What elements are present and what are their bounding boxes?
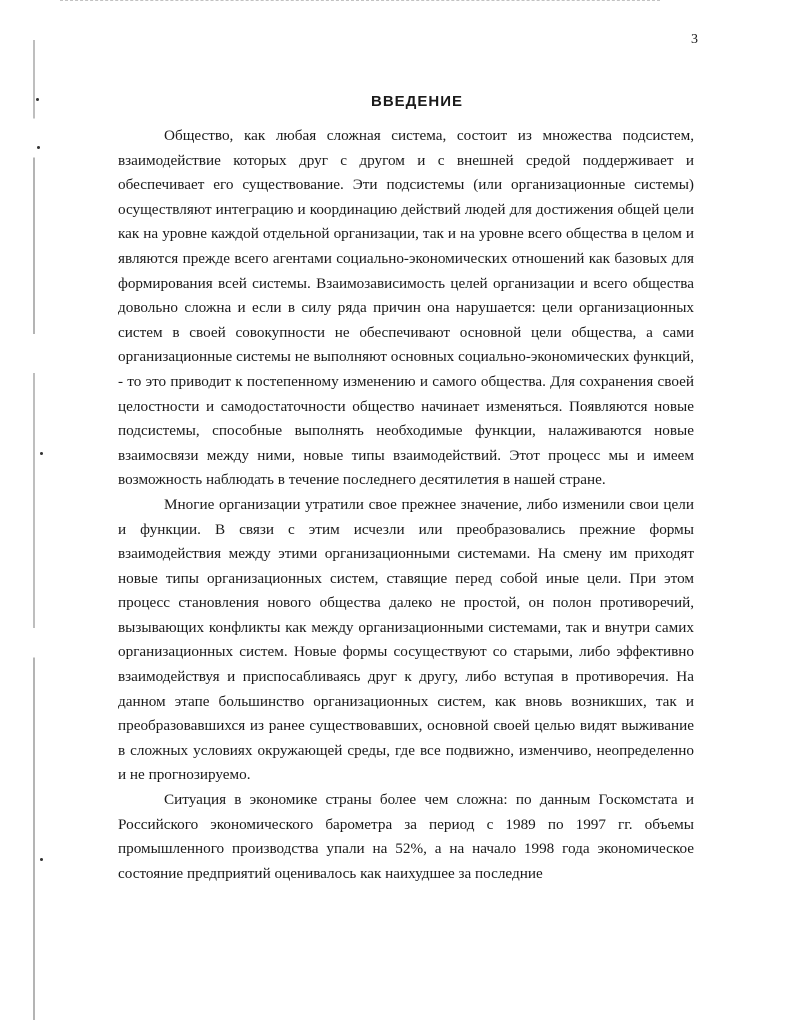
- scan-speck: [37, 146, 40, 149]
- scan-speck: [40, 858, 43, 861]
- paragraph: Общество, как любая сложная система, состоит из множества подсистем, взаимодействие которых друг с другом и с внешней средой поддерживает и обеспечивает его существование. Эти подсистемы (или организационные системы) осуществляют интеграцию и координацию действий людей для достижения общей цели как на уровне каждой отдельной организации, так и на уровне всего общества в целом и являются прежде всего агентами социально-экономических отношений как базовых для формирования всей системы. Взаимозависимость целей организации и всего общества довольно сложна и если в силу ряда причин она нарушается: цели организационных систем в своей совокупности не обеспечивают основной цели общества, а сами организационные системы не выполняют основных социально-экономических функций, - то это приводит к постепенному изменению и самого общества. Для сохранения своей целостности и самодостаточности общество начинает изменяться. Появляются новые подсистемы, способные выполнять необходимые функции, налаживаются новые взаимосвязи между ними, новые типы взаимодействий. Этот процесс мы и имеем возможность наблюдать в течение последнего десятилетия в нашей стране.: [118, 127, 694, 489]
- paragraph: Многие организации утратили свое прежнее значение, либо изменили свои цели и функции. В связи с этим исчезли или преобразовались прежние формы взаимодействия между этими организационными системами. На смену им приходят новые типы организационных систем, ставящие перед собой иные цели. При этом процесс становления нового общества далеко не простой, он полон противоречий, вызывающих конфликты как между организационными системами, так и внутри самих организационных систем. Новые формы сосуществуют со старыми, либо эффективно взаимодействуя и приспосабливаясь друг к другу, либо вступая в противоречия. На данном этапе большинство организационных систем, как вновь возникших, так и преобразовавшихся из ранее существовавших, основной своей целью видят выживание в сложных условиях окружающей среды, где все подвижно, изменчиво, неопределенно и не прогнозируемо.: [118, 495, 694, 784]
- scan-edge-left: [33, 40, 35, 1020]
- body-text: [118, 124, 694, 886]
- scan-speck: [40, 452, 43, 455]
- scan-edge-top: [60, 0, 660, 5]
- page-number: 3: [691, 32, 698, 47]
- paragraph: Ситуация в экономике страны более чем сложна: по данным Госкомстата и Российского экономического барометра за период с 1989 по 1997 гг. объемы промышленного производства упали на 52%, а на начало 1998 года экономическое состояние предприятий оценивалось как наихудшее за последние: [118, 791, 694, 882]
- section-title: ВВЕДЕНИЕ: [371, 93, 463, 110]
